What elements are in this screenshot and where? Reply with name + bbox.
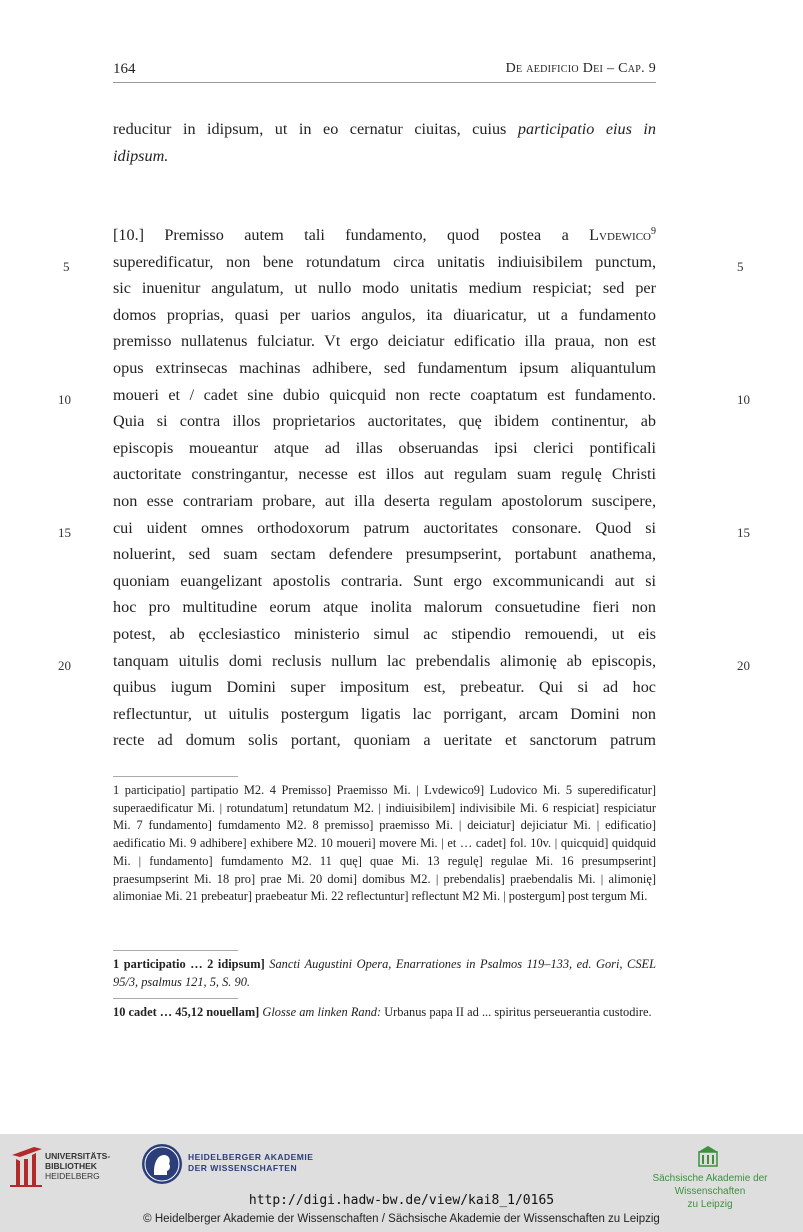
text-line-20: tanquam uitulis domi reclusis nullum lac prebendalis alimonię ab episcopis,: [113, 651, 656, 670]
apparatus-rule-2: [113, 950, 238, 951]
intro-line-2: idipsum.: [113, 147, 169, 165]
line-number-right-20: 20: [737, 658, 750, 673]
text-line-10: moueri et / cadet sine dubio quicquid non recte coaptatum est fundamento.: [113, 385, 656, 404]
text-line-22: reflectuntur, ut uitulis postergum ligatis lac porrigant, arcam Domini non: [113, 704, 656, 723]
text-line-21: quibus iugum Domini super impositum est, prebeatur. Qui si ad hoc: [113, 678, 656, 697]
line-number-right-15: 15: [737, 525, 750, 540]
text-line-18: hoc pro multitudine eorum atque inolita malorum consuetudine fieri non: [113, 598, 656, 617]
apparatus-fontium: 1 participatio … 2 idipsum] Sancti Augustini Opera, Enarrationes in Psalmos 119–133, ed. Gori, CSEL 95/3, psalmus 121, 5, S. 90.: [113, 957, 656, 989]
text-line-7: domos proprias, quasi per uarios angulos, ita diuaricatur, ut a fundamento: [113, 305, 656, 324]
academy-logo-text[interactable]: HEIDELBERGER AKADEMIE DER WISSENSCHAFTEN: [188, 1152, 314, 1173]
text-line-19: potest, ab ęcclesiastico ministerio simul ac stipendio remouendi, ut eis: [113, 625, 656, 643]
text-line-23: recte ad domum solis portant, quoniam a ueritate et sanctorum patrum: [113, 731, 656, 750]
apparatus-criticus: 1 participatio] partipatio M2. 4 Premisso] Praemisso Mi. | Lvdewico9] Ludovico Mi. 5 superedificatur] superaedificatur Mi. | rotundatum] retundatum M2. | indiuisibilem] indivisibile Mi. 6 respiciat] respiciatur Mi. 7 fundamento] fumdamento M2. 8 premisso] praemisso Mi. | deiciatur] dejiciatur Mi. | edificatio] aedificatio Mi. 9 adhibere] exhibere M2. 10 moueri] movere Mi. | et … cadet] fol. 10v. | quicquid] quidquid Mi. | fundamento] fumdamento M2. 11 quę] quae Mi. 13 regulę] regulae Mi. 16 presumpserint] praesumpserint Mi. 18 pro] prae Mi. 20 domi] domibus M2. | prebendalis] praebendalis Mi. | alimonię] alimoniae Mi. 21 prebeatur] praebeatur Mi. 22 reflectuntur] reflectunt M2 Mi. | postergum] post tergum Mi.: [113, 783, 656, 904]
running-head: De aedificio Dei – Cap. 9: [505, 61, 656, 76]
text-line-13: auctoritate constringantur, necesse est illos aut regulam suam regulę Christi: [113, 465, 656, 484]
line-number-right-10: 10: [737, 392, 750, 407]
line-number-left-20: 20: [58, 658, 71, 673]
text-line-12: episcopis moueantur atque ad illas obseruandas ipsi clerici pontificali: [113, 438, 656, 457]
line-number-right-5: 5: [737, 259, 744, 274]
text-line-14: non esse contrariam probare, aut illa deserta regulam apostolorum suscipere,: [113, 492, 656, 510]
text-line-15: cui uident omnes orthodoxorum patrum auctoritates consonare. Quod si: [113, 518, 656, 537]
apparatus-rule-3: [113, 998, 238, 999]
text-line-16: noluerint, sed suam sectam defendere presumpserint, portabunt anathema,: [113, 545, 656, 564]
text-line-4: [10.] Premisso autem tali fundamento, quod postea a Lvdewico$^9$: [113, 226, 656, 244]
page-number: 164: [113, 61, 136, 77]
document-url[interactable]: http://digi.hadw-bw.de/view/kai8_1/0165: [248, 1193, 555, 1208]
academy-seal-icon[interactable]: [140, 1142, 184, 1186]
apparatus-rule-1: [113, 776, 238, 777]
text-line-6: sic inuenitur angulatum, ut nullo modo unitatis medium respiciat; sed per: [113, 279, 656, 298]
text-line-5: superedificatur, non bene rotundatum circa unitatis indiuisibilem punctum,: [113, 252, 656, 271]
text-line-11: Quia si contra illos proprietarios auctoritates, quę ibidem continentur, ab: [113, 412, 656, 431]
text-line-8: premisso nullatenus fulciatur. Vt ergo deiciatur edificatio illa praua, non est: [113, 332, 656, 351]
apparatus-glosse: 10 cadet … 45,12 nouellam] Glosse am linken Rand: Urbanus papa II ad ... spiritus perseuerantia custodire.: [113, 1005, 652, 1019]
line-number-left-15: 15: [58, 525, 71, 540]
text-line-9: opus extrinsecas machinas adhibere, sed fundamentum ipsum aliquantulum: [113, 359, 656, 377]
saxon-academy-logo-text[interactable]: Sächsische Akademie der Wissenschaften zu Leipzig: [652, 1173, 768, 1210]
university-library-logo-text[interactable]: UNIVERSITÄTS- BIBLIOTHEK HEIDELBERG: [45, 1151, 111, 1181]
text-line-17: quoniam euangelizant apostolis contraria. Sunt ergo excommunicandi aut si: [113, 571, 656, 590]
line-number-left-5: 5: [63, 259, 70, 274]
copyright-notice: © Heidelberger Akademie der Wissenschaften / Sächsische Akademie der Wissenschaften zu Leipzig: [143, 1213, 660, 1225]
header-rule: [113, 82, 656, 83]
intro-line-1: reducitur in idipsum, ut in eo cernatur ciuitas, cuius participatio eius in: [113, 120, 657, 138]
line-number-left-10: 10: [58, 392, 71, 407]
saxon-academy-building-icon[interactable]: [697, 1144, 719, 1168]
